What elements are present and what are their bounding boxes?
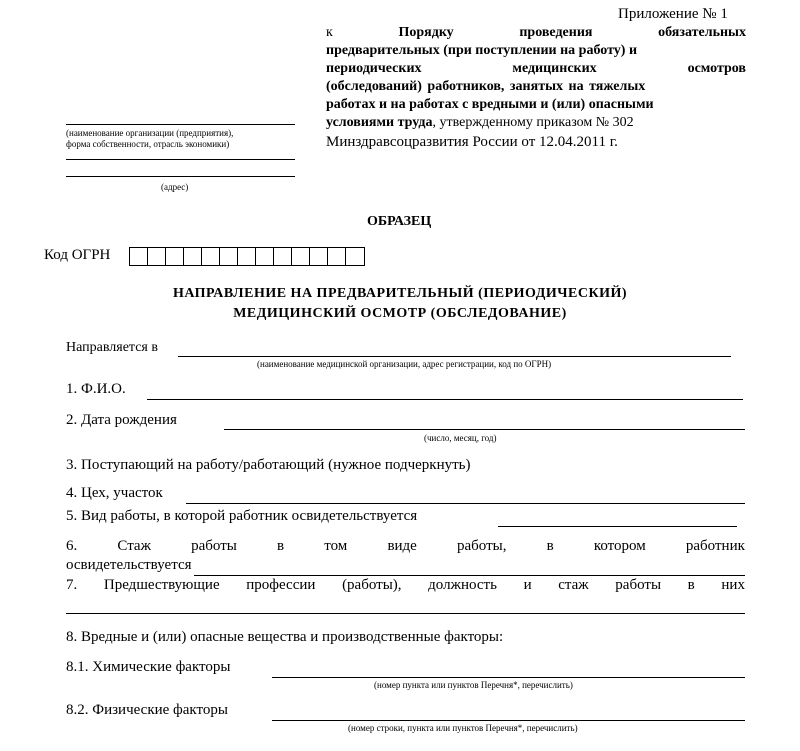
ogrn-label: Код ОГРН — [44, 247, 111, 263]
appendix-line-2: предварительных (при поступлении на работу) и — [326, 43, 638, 58]
ogrn-cell[interactable] — [166, 248, 184, 265]
appendix-line-4: (обследований) работников, занятых на тяжелых — [326, 79, 646, 94]
ogrn-cell[interactable] — [130, 248, 148, 265]
justified-word: работник — [685, 538, 745, 554]
appendix-line-6 — [326, 114, 746, 132]
ogrn-cell[interactable] — [328, 248, 346, 265]
justified-word: Стаж — [117, 538, 151, 554]
ogrn-cell[interactable] — [274, 248, 292, 265]
dob-input[interactable] — [224, 411, 745, 430]
justified-word: должность — [428, 577, 497, 593]
justified-word: (работы), — [342, 577, 402, 593]
justified-word: 6. — [66, 538, 78, 554]
directed-to-label: Направляется в — [66, 340, 158, 355]
justified-word: профессии — [246, 577, 316, 593]
appendix-line-7: Минздравсоцразвития России от 12.04.2011 г. — [326, 134, 618, 150]
justified-word: работы, — [456, 538, 507, 554]
appendix-bold-fragment: условиями труда — [326, 115, 433, 130]
justified-word: в — [687, 577, 695, 593]
workshop-label: 4. Цех, участок — [66, 485, 163, 501]
ogrn-cell[interactable] — [202, 248, 220, 265]
appendix-line-5: работах и на работах с вредными и (или) опасными — [326, 97, 654, 112]
ogrn-cell[interactable] — [184, 248, 202, 265]
physical-input[interactable] — [272, 702, 745, 721]
appendix-plain-fragment: , утвержденному приказом № 302 — [432, 115, 634, 130]
directed-to-input[interactable] — [178, 338, 731, 357]
org-extra-line[interactable] — [66, 159, 295, 160]
physical-caption: (номер строки, пункта или пунктов Перечня*, перечислить) — [348, 723, 578, 733]
fio-label: 1. Ф.И.О. — [66, 381, 126, 397]
address-line[interactable] — [66, 176, 295, 177]
org-caption-1: (наименование организации (предприятия), — [66, 128, 234, 138]
justified-word: 7. — [66, 577, 78, 593]
justified-word: работы — [615, 577, 662, 593]
justified-word: них — [721, 577, 745, 593]
appendix-word: периодических — [326, 61, 422, 76]
appendix-word: Порядку — [398, 25, 454, 40]
appendix-number: Приложение № 1 — [618, 6, 728, 22]
dob-caption: (число, месяц, год) — [424, 433, 497, 443]
justified-word: и — [523, 577, 532, 593]
work-type-label: 5. Вид работы, в которой работник освидетельствуется — [66, 508, 418, 524]
ogrn-cell[interactable] — [292, 248, 310, 265]
ogrn-cell[interactable] — [310, 248, 328, 265]
justified-word: в — [546, 538, 554, 554]
appendix-word: обязательных — [658, 25, 746, 40]
previous-professions-line — [66, 577, 745, 594]
address-caption: (адрес) — [161, 182, 189, 192]
chemical-input[interactable] — [272, 659, 745, 678]
title-line-2: МЕДИЦИНСКИЙ ОСМОТР (ОБСЛЕДОВАНИЕ) — [233, 306, 567, 321]
experience-label-2: освидетельствуется — [66, 557, 192, 573]
experience-line-1 — [66, 538, 745, 555]
ogrn-cell[interactable] — [256, 248, 274, 265]
sample-label: ОБРАЗЕЦ — [367, 214, 432, 229]
ogrn-code-boxes[interactable] — [129, 247, 365, 266]
ogrn-cell[interactable] — [220, 248, 238, 265]
org-caption-2: форма собственности, отрасль экономики) — [66, 139, 230, 149]
org-name-line[interactable] — [66, 124, 295, 125]
appendix-word: медицинских — [512, 61, 597, 76]
title-line-1: НАПРАВЛЕНИЕ НА ПРЕДВАРИТЕЛЬНЫЙ (ПЕРИОДИЧЕСКИЙ) — [172, 286, 628, 301]
status-label: 3. Поступающий на работу/работающий (нужное подчеркнуть) — [66, 457, 471, 473]
justified-word: виде — [387, 538, 417, 554]
ogrn-cell[interactable] — [346, 248, 364, 265]
justified-word: работы — [191, 538, 237, 554]
appendix-k: к — [326, 25, 333, 40]
previous-professions-input[interactable] — [66, 613, 745, 614]
appendix-line-3 — [326, 60, 746, 78]
hazards-label: 8. Вредные и (или) опасные вещества и производственные факторы: — [66, 629, 504, 645]
justified-word: котором — [593, 538, 646, 554]
ogrn-cell[interactable] — [238, 248, 256, 265]
justified-word: в — [276, 538, 285, 554]
justified-word: стаж — [558, 577, 589, 593]
chemical-caption: (номер пункта или пунктов Перечня*, перечислить) — [374, 680, 573, 690]
chemical-label: 8.1. Химические факторы — [66, 659, 231, 675]
work-type-input[interactable] — [498, 508, 737, 527]
appendix-word: осмотров — [687, 61, 746, 76]
appendix-word: проведения — [519, 25, 593, 40]
dob-label: 2. Дата рождения — [66, 412, 177, 428]
experience-input[interactable] — [194, 557, 745, 576]
justified-word: Предшествующие — [103, 577, 220, 593]
directed-to-caption: (наименование медицинской организации, адрес регистрации, код по ОГРН) — [257, 359, 552, 369]
physical-label: 8.2. Физические факторы — [66, 702, 228, 718]
justified-word: том — [324, 538, 348, 554]
workshop-input[interactable] — [186, 485, 745, 504]
appendix-line-1 — [326, 24, 746, 42]
fio-input[interactable] — [147, 381, 743, 400]
ogrn-cell[interactable] — [148, 248, 166, 265]
